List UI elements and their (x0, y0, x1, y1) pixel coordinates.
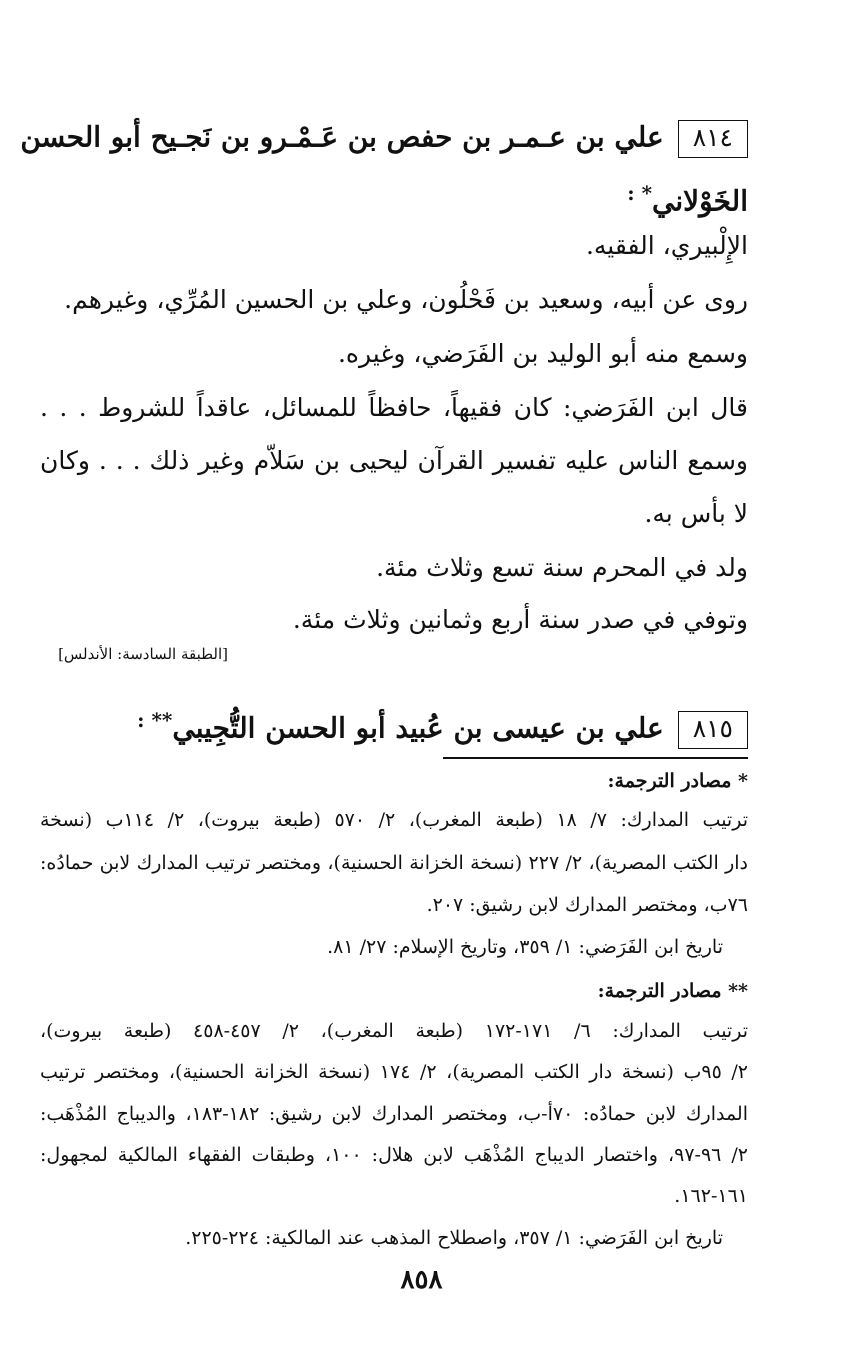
footnote-line: ١٦١-١٦٢. (674, 1185, 748, 1207)
body-line: قال ابن الفَرَضي: كان فقيهاً، حافظاً للمسائل، عاقداً للشروط . . . (40, 393, 748, 422)
footnote-heading: ** مصادر الترجمة: (597, 980, 748, 1002)
body-line: وتوفي في صدر سنة أربع وثمانين وثلاث مئة. (292, 605, 748, 634)
footnote-line: ٧٦ب، ومختصر المدارك لابن رشيق: ٢٠٧. (426, 894, 748, 916)
entry-title-line1: علي بن عـمـر بن حفص بن عَـمْـرو بن نَجـيح أبو الحسن (20, 120, 664, 154)
footnote-line: ٢/ ٩٦-٩٧، واختصار الديباج المُذْهَب لابن هلال: ١٠٠، وطبقات الفقهاء المالكية لمجهول: (40, 1144, 748, 1166)
footnote-line: المدارك لابن حمادُه: ٧٠أ-ب، ومختصر المدارك لابن رشيق: ١٨٢-١٨٣، والديباج المُذْهَب: (40, 1103, 749, 1125)
body-line: لا بأس به. (644, 499, 748, 528)
body-line: الإِلْبيري، الفقيه. (585, 231, 748, 260)
entry-814-heading (20, 120, 748, 158)
body-line: ولد في المحرم سنة تسع وثلاث مئة. (376, 553, 748, 582)
footnote-marker: ** : (137, 708, 173, 732)
entry-814-heading-line2 (627, 176, 748, 218)
entry-number-box: ٨١٤ (678, 120, 748, 158)
section-tag: [الطبقة السادسة: الأندلس] (58, 645, 228, 663)
entry-title: علي بن عيسى بن عُبيد أبو الحسن التُّجِيبي (172, 711, 664, 745)
body-line: روى عن أبيه، وسعيد بن فَحْلُون، وعلي بن الحسين المُرِّي، وغيرهم. (64, 285, 748, 314)
entry-title-line2: الخَوْلاني (652, 184, 748, 218)
page-number: ٨٥٨ (400, 1265, 443, 1295)
footnote-marker: * : (627, 181, 653, 205)
footnote-line: تاريخ ابن الفَرَضي: ١/ ٣٥٧، واصطلاح المذهب عند المالكية: ٢٢٤-٢٢٥. (185, 1227, 723, 1249)
entry-number-box: ٨١٥ (678, 711, 748, 749)
footnote-heading: * مصادر الترجمة: (607, 770, 748, 792)
footnote-divider (443, 757, 748, 759)
footnote-line: ترتيب المدارك: ٦/ ١٧١-١٧٢ (طبعة المغرب)، ٢/ ٤٥٧-٤٥٨ (طبعة بيروت)، (40, 1020, 748, 1042)
footnote-line: تاريخ ابن الفَرَضي: ١/ ٣٥٩، وتاريخ الإسلام: ٢٧/ ٨١. (327, 936, 723, 958)
footnote-line: ٢/ ٩٥ب (نسخة دار الكتب المصرية)، ٢/ ١٧٤ (نسخة الخزانة الحسنية)، ومختصر ترتيب (40, 1061, 748, 1083)
body-line: وسمع منه أبو الوليد بن الفَرَضي، وغيره. (337, 339, 748, 368)
entry-815-heading (137, 703, 748, 749)
footnote-line: ترتيب المدارك: ٧/ ١٨ (طبعة المغرب)، ٢/ ٥٧٠ (طبعة بيروت)، ٢/ ١١٤ب (نسخة (40, 809, 748, 831)
footnote-line: دار الكتب المصرية)، ٢/ ٢٢٧ (نسخة الخزانة الحسنية)، ومختصر ترتيب المدارك لابن حمادُه: (40, 852, 748, 874)
body-line: وسمع الناس عليه تفسير القرآن ليحيى بن سَلاّم وغير ذلك . . . وكان (40, 446, 748, 475)
